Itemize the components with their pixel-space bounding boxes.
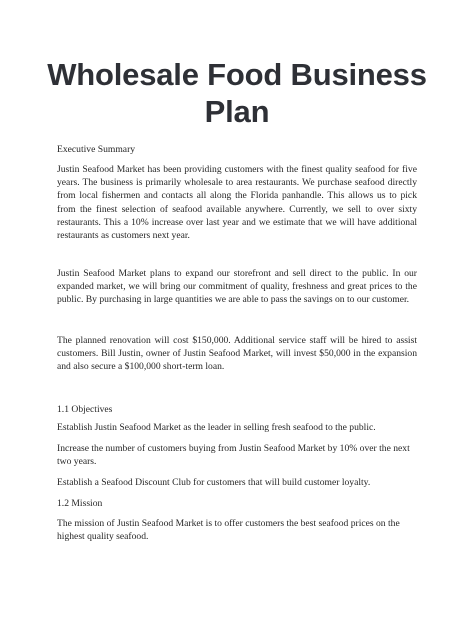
objective-item: Establish a Seafood Discount Club for customers that will build customer loyalty. (57, 477, 371, 488)
executive-summary-paragraph: Justin Seafood Market has been providing customers with the finest quality seafood for five years. The business is primarily wholesale to area restaurants. We purchase seafood directly from local fishermen and contacts all along the Florida panhandle. This allows us to pick from the finest selection of seafood available anywhere. Currently, we sell to over sixty restaurants. This a 10% increase over last year and we estimate that we will have additional restaurants as customers next year. (57, 164, 417, 242)
objective-item: Establish Justin Seafood Market as the leader in selling fresh seafood to the public. (57, 422, 376, 433)
funding-paragraph: The planned renovation will cost $150,000. Additional service staff will be hired to assist customers. Bill Justin, owner of Justin Seafood Market, will invest $50,000 in the expansion and also secure a $100,000 short-term loan. (57, 335, 417, 373)
mission-heading: 1.2 Mission (57, 498, 103, 509)
objectives-heading: 1.1 Objectives (57, 404, 113, 415)
executive-summary-heading: Executive Summary (57, 144, 136, 155)
document-title: Wholesale Food Business Plan (47, 57, 427, 129)
mission-paragraph: The mission of Justin Seafood Market is to offer customers the best seafood prices on the highest quality seafood. (57, 518, 400, 543)
expansion-paragraph: Justin Seafood Market plans to expand our storefront and sell direct to the public. In our expanded market, we will bring our commitment of quality, freshness and great prices to the public. By purchasing in large quantities we are able to pass the savings on to our customer. (57, 268, 417, 306)
objective-item: Increase the number of customers buying from Justin Seafood Market by 10% over the next two years. (57, 443, 410, 468)
